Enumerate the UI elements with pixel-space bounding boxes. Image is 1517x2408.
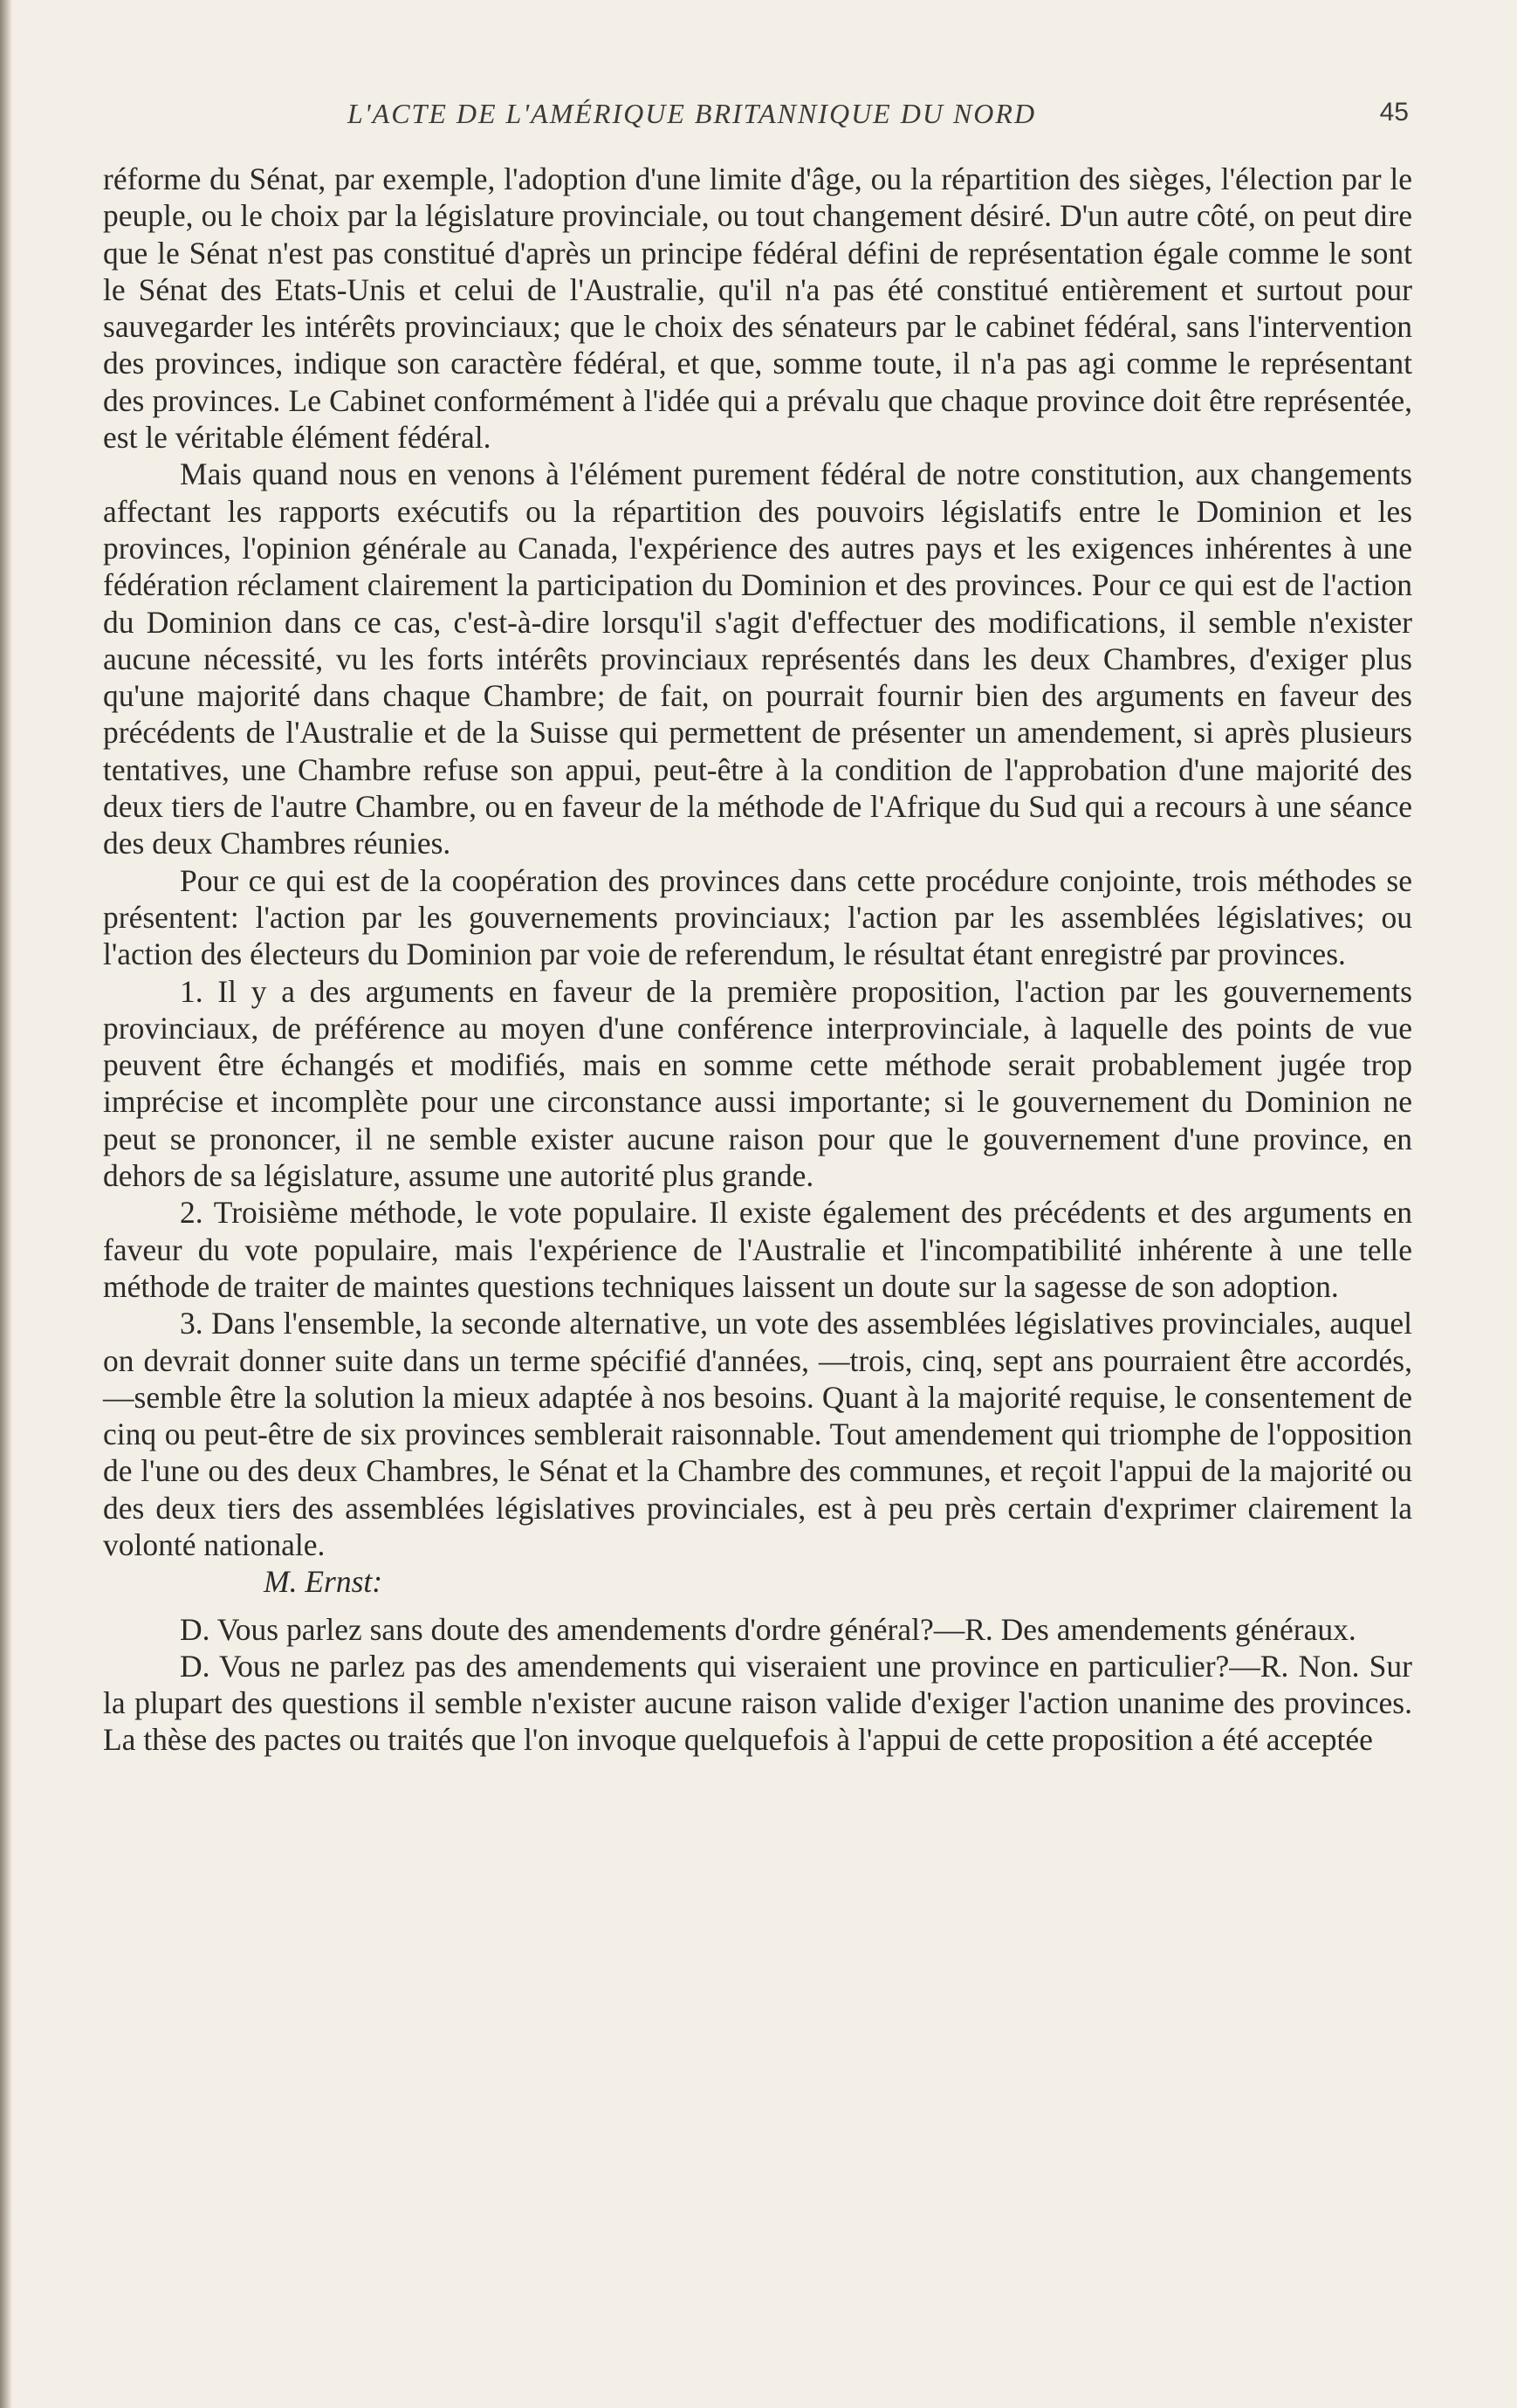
paragraph-provincial-cooperation: Pour ce qui est de la coopération des provinces dans cette procédure conjointe, trois méthodes se présentent: l'action par les gouvernements provinciaux; l'action par les assemblées législatives; ou l'action des électeurs du Dominion par voie de referendum, le résultat étant enregistré par provinces. xyxy=(103,862,1412,972)
page-number: 45 xyxy=(1379,98,1409,127)
running-title: L'ACTE DE L'AMÉRIQUE BRITANNIQUE DU NORD xyxy=(347,98,1037,129)
paragraph-method-1: 1. Il y a des arguments en faveur de la première proposition, l'action par les gouvernements provinciaux, de préférence au moyen d'une conférence interprovinciale, à laquelle des points de vue peuvent être échangés et modifiés, mais en somme cette méthode serait probablement jugée trop imprécise et incomplète pour une circonstance aussi importante; si le gouvernement du Dominion ne peut se prononcer, il ne semble exister aucune raison pour que le gouvernement d'une province, en dehors de sa législature, assume une autorité plus grande. xyxy=(103,973,1412,1194)
question-answer-section xyxy=(103,1611,1412,1759)
paragraph-method-2: 2. Troisième méthode, le vote populaire. Il existe également des précédents et des arguments en faveur du vote populaire, mais l'expérience de l'Australie et l'incompatibilité inhérente à une telle méthode de traiter de maintes questions techniques laissent un doute sur la sagesse de son adoption. xyxy=(103,1195,1412,1304)
page-body xyxy=(103,161,1412,1759)
qa-exchange-2: D. Vous ne parlez pas des amendements qui viseraient une province en particulier?—R. Non. Sur la plupart des questions il semble n'exister aucune raison valide d'exiger l'action unanime des provinces. La thèse des pactes ou traités que l'on invoque quelquefois à l'appui de cette proposition a été acceptée xyxy=(103,1648,1412,1758)
speaker-name: M. Ernst: xyxy=(264,1564,383,1600)
document-page xyxy=(103,98,1412,1759)
paragraph-senate-reform: réforme du Sénat, par exemple, l'adoption d'une limite d'âge, ou la répartition des sièges, l'élection par le peuple, ou le choix par la législature provinciale, ou tout changement désiré. D'un autre côté, on peut dire que le Sénat n'est pas constitué d'après un principe fédéral défini de représentation égale comme le sont le Sénat des Etats-Unis et celui de l'Australie, qu'il n'a pas été constitué entièrement et surtout pour sauvegarder les intérêts provinciaux; que le choix des sénateurs par le cabinet fédéral, sans l'intervention des provinces, indique son caractère fédéral, et que, somme toute, il n'a pas agi comme le représentant des provinces. Le Cabinet conformément à l'idée qui a prévalu que chaque province doit être représentée, est le véritable élément fédéral. xyxy=(103,161,1412,456)
qa-exchange-1: D. Vous parlez sans doute des amendements d'ordre général?—R. Des amendements généraux. xyxy=(180,1611,1356,1647)
page-binding-edge xyxy=(0,0,12,2408)
paragraph-federal-element: Mais quand nous en venons à l'élément purement fédéral de notre constitution, aux changements affectant les rapports exécutifs ou la répartition des pouvoirs législatifs entre le Dominion et les provinces, l'opinion générale au Canada, l'expérience des autres pays et les exigences inhérentes à une fédération réclament clairement la participation du Dominion et des provinces. Pour ce qui est de l'action du Dominion dans ce cas, c'est-à-dire lorsqu'il s'agit d'effectuer des modifications, il semble n'exister aucune nécessité, vu les forts intérêts provinciaux représentés dans les deux Chambres, d'exiger plus qu'une majorité dans chaque Chambre; de fait, on pourrait fournir bien des arguments en faveur des précédents de l'Australie et de la Suisse qui permettent de présenter un amendement, si après plusieurs tentatives, une Chambre refuse son appui, peut-être à la condition de l'approbation d'une majorité des deux tiers de l'autre Chambre, ou en faveur de la méthode de l'Afrique du Sud qui a recours à une séance des deux Chambres réunies. xyxy=(103,456,1412,861)
page-header xyxy=(103,98,1412,150)
paragraph-method-3: 3. Dans l'ensemble, la seconde alternative, un vote des assemblées législatives provinciales, auquel on devrait donner suite dans un terme spécifié d'années, —trois, cinq, sept ans pourraient être accordés,—semble être la solution la mieux adaptée à nos besoins. Quant à la majorité requise, le consentement de cinq ou peut-être de six provinces semblerait raisonnable. Tout amendement qui triomphe de l'opposition de l'une ou des deux Chambres, le Sénat et la Chambre des communes, et reçoit l'appui de la majorité ou des deux tiers des assemblées législatives provinciales, est à peu près certain d'exprimer clairement la volonté nationale. xyxy=(103,1306,1412,1562)
